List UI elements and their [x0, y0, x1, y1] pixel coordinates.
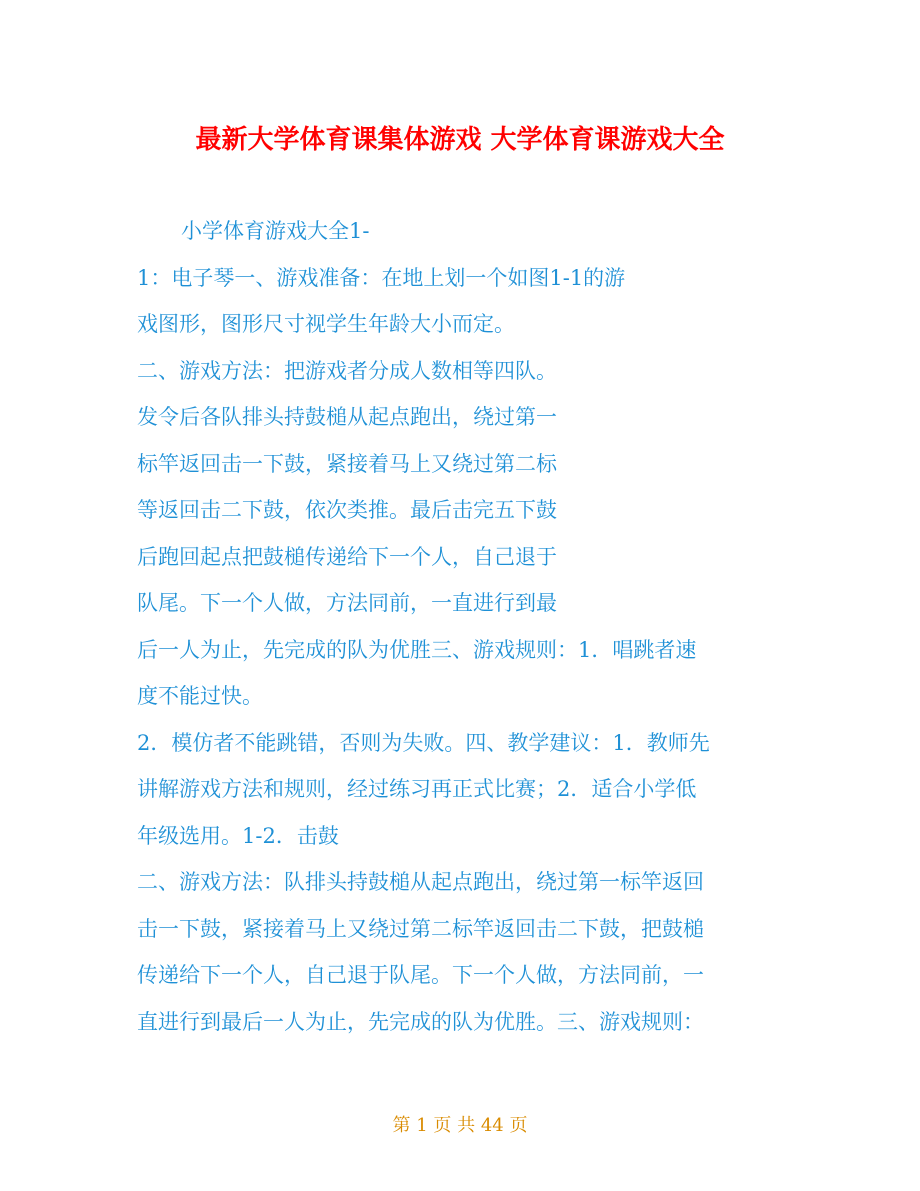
- paragraph-line: 年级选用。1-2．击鼓: [137, 823, 339, 848]
- paragraph-line: 小学体育游戏大全1-: [181, 219, 370, 243]
- paragraph-line: 讲解游戏方法和规则，经过练习再正式比赛；2．适合小学低: [137, 777, 697, 801]
- paragraph-line: 发令后各队排头持鼓槌从起点跑出，绕过第一: [137, 405, 557, 429]
- paragraph-line: 后跑回起点把鼓槌传递给下一个人，自己退于: [137, 544, 557, 569]
- paragraph-line: 传递给下一个人，自己退于队尾。下一个人做，方法同前，一: [137, 963, 704, 987]
- paragraph-line: 2．模仿者不能跳错，否则为失败。四、教学建议：1．教师先: [137, 730, 710, 755]
- paragraph-line: 直进行到最后一人为止，先完成的队为优胜。三、游戏规则：: [137, 1009, 704, 1034]
- paragraph-line: 等返回击二下鼓，依次类推。最后击完五下鼓: [137, 498, 557, 522]
- paragraph-line: 1：电子琴一、游戏准备：在地上划一个如图1-1的游: [137, 265, 626, 290]
- paragraph-line: 后一人为止，先完成的队为优胜三、游戏规则：1．唱跳者速: [137, 637, 697, 662]
- page-footer: 第 1 页 共 44 页: [392, 1115, 528, 1136]
- paragraph-line: 戏图形，图形尺寸视学生年龄大小而定。: [137, 312, 515, 336]
- page-title: 最新大学体育课集体游戏 大学体育课游戏大全: [195, 125, 725, 155]
- body-text: [137, 208, 797, 1045]
- paragraph-line: 队尾。下一个人做，方法同前，一直进行到最: [137, 591, 557, 615]
- paragraph-line: 击一下鼓，紧接着马上又绕过第二标竿返回击二下鼓，把鼓槌: [137, 916, 704, 941]
- paragraph-line: 度不能过快。: [137, 684, 263, 708]
- paragraph-line: 二、游戏方法：把游戏者分成人数相等四队。: [137, 358, 557, 383]
- paragraph-line: 标竿返回击一下鼓，紧接着马上又绕过第二标: [137, 451, 557, 476]
- paragraph-line: 二、游戏方法：队排头持鼓槌从起点跑出，绕过第一标竿返回: [137, 870, 704, 894]
